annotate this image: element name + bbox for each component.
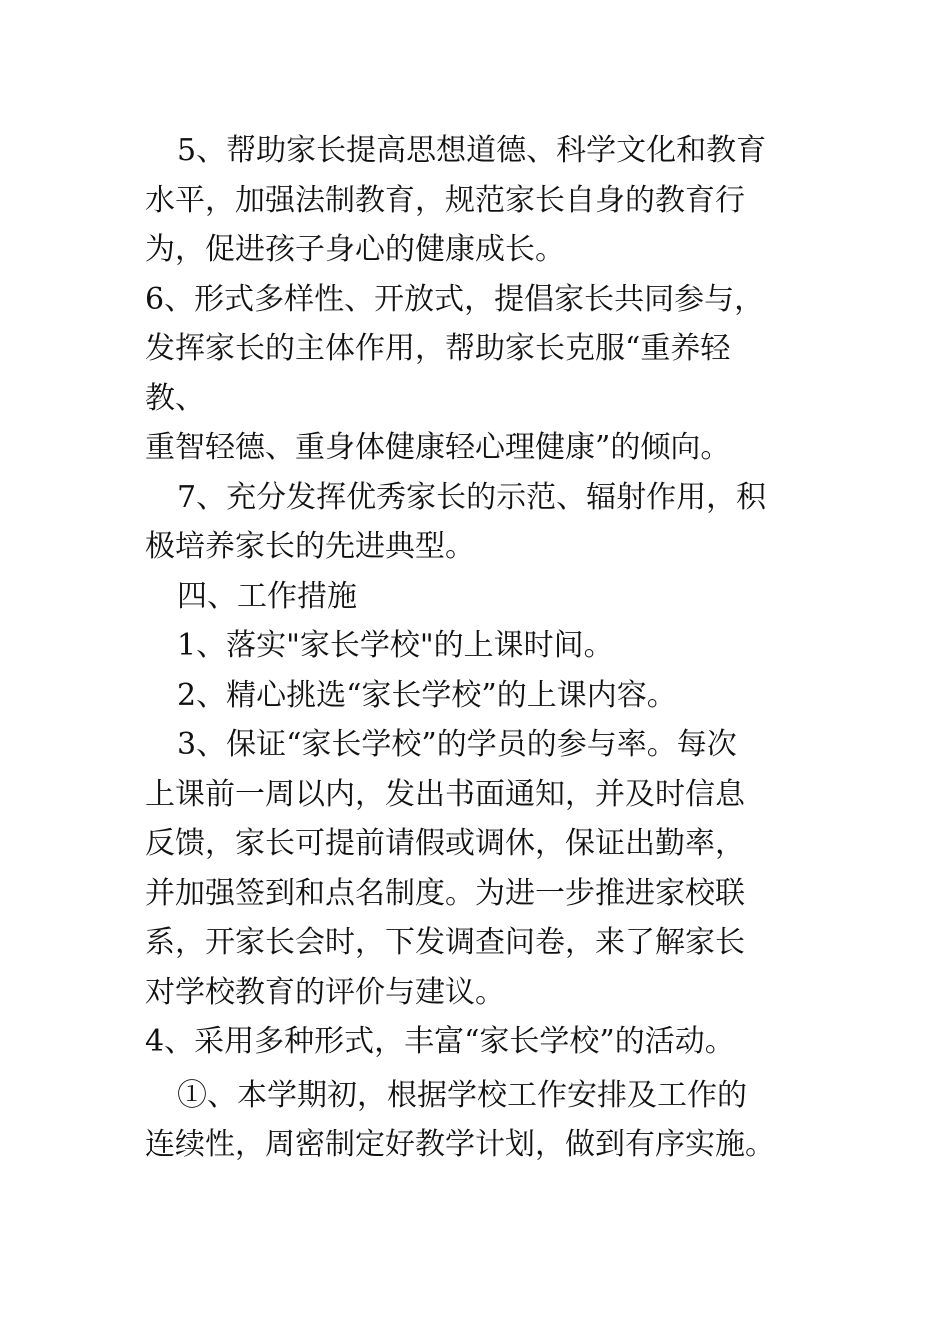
section-heading: 四、工作措施 <box>177 578 357 614</box>
text-line: 上课前一周以内，发出书面通知，并及时信息 <box>145 776 745 812</box>
text-line: 7、充分发挥优秀家长的示范、辐射作用，积 <box>177 479 767 515</box>
text-line: 1、落实"家长学校"的上课时间。 <box>177 628 614 663</box>
text-line: 6、形式多样性、开放式，提倡家长共同参与， <box>145 281 765 317</box>
text-line: 3、保证“家长学校”的学员的参与率。每次 <box>177 727 737 762</box>
text-line: 教、 <box>145 380 205 416</box>
document-body <box>145 126 805 1170</box>
text-line: ①、本学期初，根据学校工作安排及工作的 <box>177 1077 747 1113</box>
text-line: 2、精心挑选“家长学校”的上课内容。 <box>177 677 677 713</box>
text-line: 系，开家长会时，下发调查问卷，来了解家长 <box>145 925 745 960</box>
text-line: 极培养家长的先进典型。 <box>145 529 475 564</box>
text-line: 发挥家长的主体作用，帮助家长克服“重养轻 <box>145 331 731 366</box>
text-line: 反馈，家长可提前请假或调休，保证出勤率， <box>145 826 745 861</box>
text-line: 为，促进孩子身心的健康成长。 <box>145 232 565 267</box>
text-line: 重智轻德、重身体健康轻心理健康”的倾向。 <box>145 430 731 465</box>
text-line: 并加强签到和点名制度。为进一步推进家校联 <box>145 875 745 911</box>
text-line: 连续性，周密制定好教学计划，做到有序实施。 <box>145 1127 775 1162</box>
text-line: 水平，加强法制教育，规范家长自身的教育行 <box>145 182 745 218</box>
text-line: 4、采用多种形式，丰富“家长学校”的活动。 <box>145 1024 735 1059</box>
text-line: 对学校教育的评价与建议。 <box>145 974 505 1010</box>
text-line: 5、帮助家长提高思想道德、科学文化和教育 <box>177 133 767 168</box>
